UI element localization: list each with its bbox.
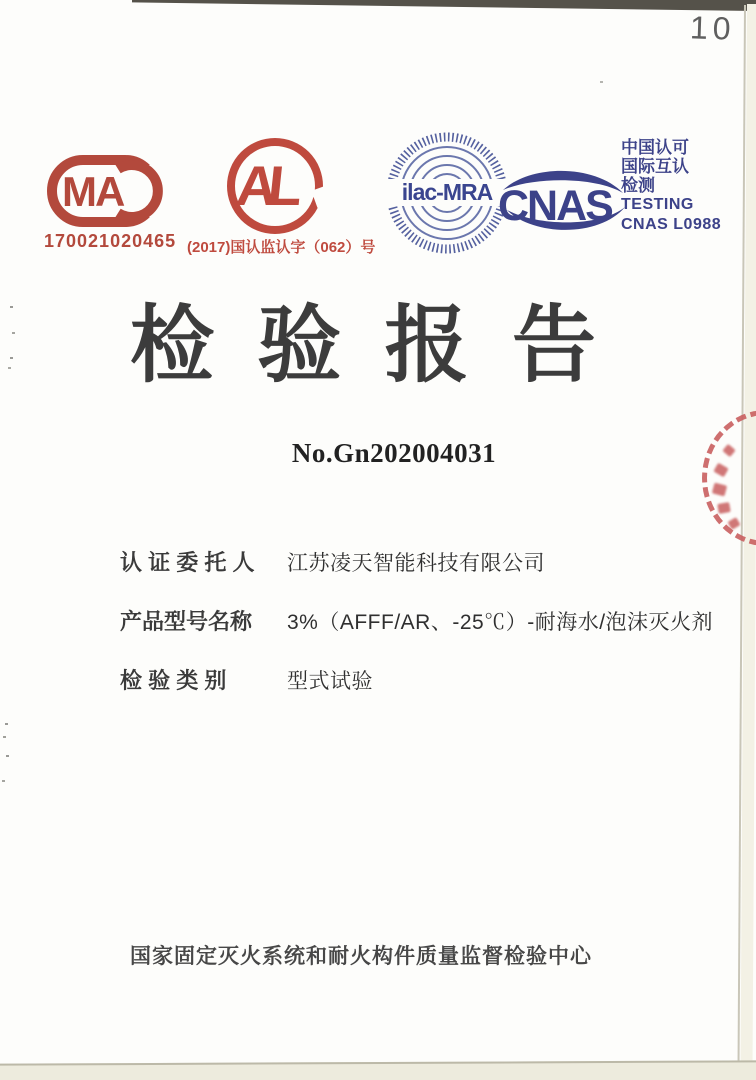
issuing-organization: 国家固定灭火系统和耐火构件质量监督检验中心 — [130, 945, 592, 968]
report-number: No.Gn202004031 — [291, 438, 497, 468]
field-value: 江苏凌天智能科技有限公司 — [287, 552, 545, 575]
cnas-caption-line: 国际互认 — [621, 157, 689, 176]
field-row-product-model — [120, 605, 713, 636]
field-label: 认 证 委 托 人 — [120, 550, 255, 575]
al-approval-caption: (2017)国认监认字（062）号 — [187, 239, 376, 256]
field-row-applicant — [120, 546, 713, 577]
field-value: 型式试验 — [287, 670, 373, 693]
field-label: 检 验 类 别 — [120, 668, 227, 693]
ilac-mra-label: ilac-MRA — [401, 179, 493, 205]
report-fields — [120, 546, 713, 723]
scan-bottom-page-edge — [0, 1060, 756, 1080]
cnas-logo-icon — [497, 160, 629, 242]
cma-logo-icon — [46, 148, 172, 232]
cnas-caption — [621, 138, 721, 235]
field-label: 产品型号名称 — [120, 609, 253, 634]
field-row-test-category — [120, 664, 713, 695]
cnas-caption-line: TESTING — [621, 196, 694, 213]
cma-letters: MA — [62, 168, 124, 215]
red-seal-stamp-partial — [702, 410, 756, 548]
cnas-letters: CNAS — [498, 182, 612, 230]
al-logo-icon — [222, 136, 328, 238]
al-letters: AL — [233, 154, 297, 217]
report-title: 检 验 报 告 — [129, 298, 606, 392]
ilac-mra-logo-icon — [386, 127, 508, 259]
cnas-caption-line: 中国认可 — [621, 138, 689, 157]
cnas-caption-line: CNAS L0988 — [621, 216, 722, 233]
scan-top-edge-shadow — [132, 0, 756, 11]
cma-certificate-number: 170021020465 — [44, 231, 177, 251]
handwritten-page-number: 10 — [689, 9, 737, 47]
field-value: 3%（AFFF/AR、-25℃）-耐海水/泡沫灭火剂 — [287, 611, 714, 634]
cnas-caption-line: 检测 — [621, 176, 655, 195]
